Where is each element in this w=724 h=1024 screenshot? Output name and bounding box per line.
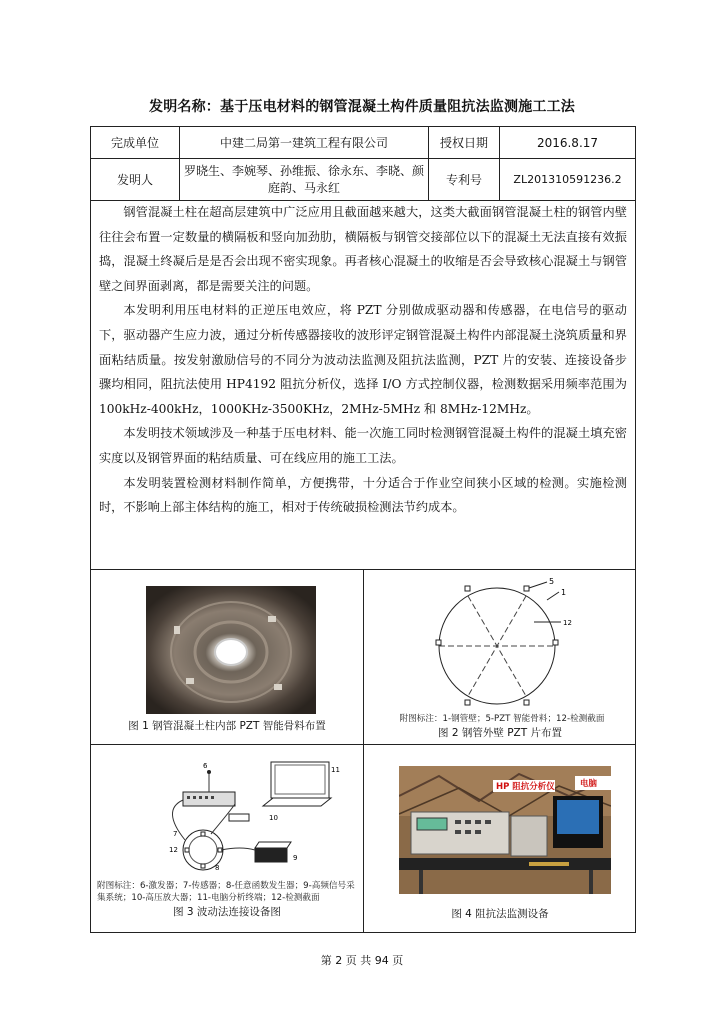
patent-label: 专利号 bbox=[429, 159, 500, 201]
paragraph: 本发明利用压电材料的正逆压电效应，将 PZT 分别做成驱动器和传感器，在电信号的驱动下，驱动器产生应力波，通过分析传感器接收的波形评定钢管混凝土构件内部混凝土浇筑质量和界面粘结质量。按发射激励信号的不同分为波动法监测及阻抗法监测，PZT 片的安装、连接设备步骤均相同，阻抗法使用 HP4192 阻抗分析仪，选择 I/O 方式控制仪器，检测数据采用频率范围为 100kHz-400kHz，1000KHz-3500KHz，2MHz-5MHz 和 8MHz-12MHz。 bbox=[99, 303, 627, 416]
inventor-label: 发明人 bbox=[91, 159, 180, 201]
fig3-label: 7 bbox=[173, 830, 178, 838]
fig2-label: 1 bbox=[561, 588, 567, 597]
fig4-caption: 图 4 阻抗法监测设备 bbox=[451, 908, 549, 920]
date-value: 2016.8.17 bbox=[500, 127, 636, 159]
unit-value: 中建二局第一建筑工程有限公司 bbox=[180, 127, 429, 159]
paragraph: 本发明技术领域涉及一种基于压电材料、能一次施工同时检测钢管混凝土构件的混凝土填充密实度以及钢管界面的粘结质量、可在线应用的施工工法。 bbox=[99, 426, 627, 465]
unit-label: 完成单位 bbox=[91, 127, 180, 159]
fig2-note: 附图标注：1-钢管壁；5-PZT 智能骨料；12-检测截面 bbox=[399, 714, 605, 724]
patent-value: ZL201310591236.2 bbox=[500, 159, 636, 201]
fig1-tube-interior-photo bbox=[146, 586, 316, 714]
fig2-label: 5 bbox=[549, 578, 555, 586]
divider bbox=[363, 570, 364, 932]
fig1-caption: 图 1 钢管混凝土柱内部 PZT 智能骨料布置 bbox=[128, 720, 326, 732]
fig4-pc-label: 电脑 bbox=[580, 779, 598, 789]
inventor-value: 罗晓生、李婉琴、孙维振、徐永东、李晓、颜庭韵、马永红 bbox=[180, 159, 429, 201]
fig3-label: 6 bbox=[203, 762, 208, 770]
fig3-caption: 图 3 波动法连接设备图 bbox=[173, 906, 281, 918]
info-table bbox=[90, 126, 636, 201]
divider bbox=[91, 744, 635, 745]
fig3-label: 9 bbox=[293, 854, 298, 862]
paragraph: 钢管混凝土柱在超高层建筑中广泛应用且截面越来越大，这类大截面钢管混凝土柱的钢管内壁往往会布置一定数量的横隔板和竖向加劲肋，横隔板与钢管交接部位以下的混凝土无法直接有效振捣，混凝土终凝后是是否会出现不密实现象。再者核心混凝土的收缩是否会导致核心混凝土与钢管壁之间界面剥离，都是需要关注的问题。 bbox=[99, 205, 627, 293]
fig3-label: 11 bbox=[331, 766, 340, 774]
document-title: 发明名称：基于压电材料的钢管混凝土构件质量阻抗法监测施工工法 bbox=[149, 99, 575, 115]
fig3-equipment-diagram bbox=[151, 750, 351, 878]
page-footer: 第 2 页 共 94 页 bbox=[320, 954, 404, 967]
fig2-label: 12 bbox=[563, 619, 572, 627]
paragraph: 本发明装置检测材料制作简单，方便携带，十分适合于作业空间狭小区域的检测。实施检测时，不影响上部主体结构的施工，相对于传统破损检测法节约成本。 bbox=[99, 475, 627, 515]
date-label: 授权日期 bbox=[429, 127, 500, 159]
fig2-pzt-layout-diagram bbox=[419, 578, 589, 706]
fig2-caption: 图 2 钢管外壁 PZT 片布置 bbox=[438, 727, 562, 739]
description-body bbox=[90, 200, 636, 570]
fig3-label: 10 bbox=[269, 814, 278, 822]
fig4-equipment-photo bbox=[399, 766, 611, 894]
fig3-note: 附图标注：6-激发器；7-传感器；8-任意函数发生器；9-高频信号采集系统；10-高压放大器；11-电脑分析终端；12-检测截面 bbox=[97, 881, 355, 903]
fig3-label: 12 bbox=[169, 846, 178, 854]
fig4-hp-label: HP 阻抗分析仪 bbox=[496, 782, 555, 792]
fig3-label: 8 bbox=[215, 864, 220, 872]
figures-grid bbox=[90, 569, 636, 933]
